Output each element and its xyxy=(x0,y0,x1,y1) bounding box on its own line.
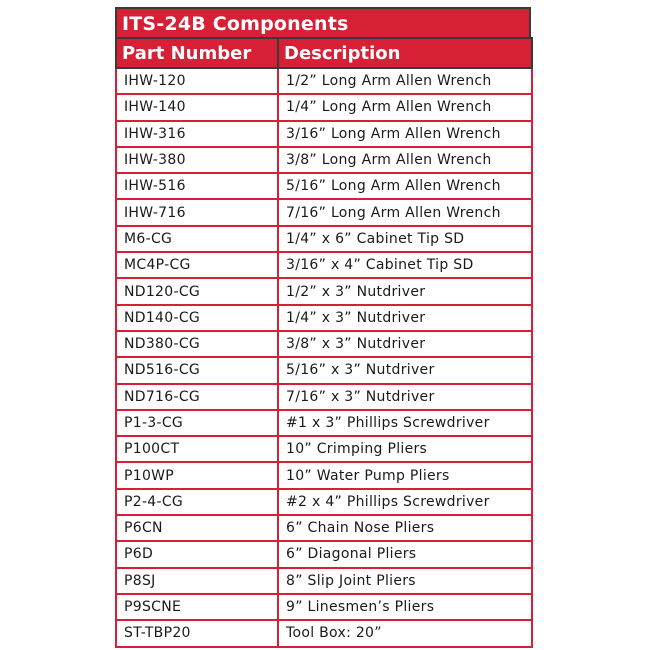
table-row xyxy=(116,331,532,357)
description-cell: 3/16” Long Arm Allen Wrench xyxy=(278,121,532,147)
part-number-cell: IHW-716 xyxy=(116,199,278,225)
part-number-cell: IHW-120 xyxy=(116,68,278,94)
description-cell: 5/16” x 3” Nutdriver xyxy=(278,357,532,383)
components-sheet xyxy=(115,7,531,648)
part-number-cell: P2-4-CG xyxy=(116,489,278,515)
table-row xyxy=(116,357,532,383)
description-cell: 1/4” Long Arm Allen Wrench xyxy=(278,94,532,120)
part-number-cell: ND120-CG xyxy=(116,278,278,304)
part-number-cell: P9SCNE xyxy=(116,594,278,620)
components-table xyxy=(115,37,533,648)
description-cell: 3/16” x 4” Cabinet Tip SD xyxy=(278,252,532,278)
table-row xyxy=(116,620,532,646)
table-row xyxy=(116,410,532,436)
part-number-cell: IHW-380 xyxy=(116,147,278,173)
table-row xyxy=(116,594,532,620)
part-number-cell: P6D xyxy=(116,541,278,567)
table-row xyxy=(116,436,532,462)
description-cell: 1/4” x 3” Nutdriver xyxy=(278,305,532,331)
column-header-part-number: Part Number xyxy=(116,38,278,68)
description-cell: 8” Slip Joint Pliers xyxy=(278,568,532,594)
table-row xyxy=(116,541,532,567)
table-row xyxy=(116,384,532,410)
description-cell: 7/16” x 3” Nutdriver xyxy=(278,384,532,410)
description-cell: Tool Box: 20” xyxy=(278,620,532,646)
description-cell: 3/8” x 3” Nutdriver xyxy=(278,331,532,357)
part-number-cell: ND380-CG xyxy=(116,331,278,357)
part-number-cell: ND140-CG xyxy=(116,305,278,331)
table-row xyxy=(116,68,532,94)
table-row xyxy=(116,252,532,278)
description-cell: #1 x 3” Phillips Screwdriver xyxy=(278,410,532,436)
table-row xyxy=(116,199,532,225)
part-number-cell: P1-3-CG xyxy=(116,410,278,436)
description-cell: 3/8” Long Arm Allen Wrench xyxy=(278,147,532,173)
table-row xyxy=(116,147,532,173)
part-number-cell: ND716-CG xyxy=(116,384,278,410)
description-cell: 5/16” Long Arm Allen Wrench xyxy=(278,173,532,199)
table-row xyxy=(116,462,532,488)
description-cell: #2 x 4” Phillips Screwdriver xyxy=(278,489,532,515)
part-number-cell: IHW-316 xyxy=(116,121,278,147)
table-row xyxy=(116,226,532,252)
part-number-cell: M6-CG xyxy=(116,226,278,252)
table-title: ITS-24B Components xyxy=(115,7,531,37)
description-cell: 10” Crimping Pliers xyxy=(278,436,532,462)
part-number-cell: P10WP xyxy=(116,462,278,488)
description-cell: 1/4” x 6” Cabinet Tip SD xyxy=(278,226,532,252)
part-number-cell: P6CN xyxy=(116,515,278,541)
header-row xyxy=(116,38,532,68)
table-row xyxy=(116,305,532,331)
description-cell: 10” Water Pump Pliers xyxy=(278,462,532,488)
part-number-cell: ND516-CG xyxy=(116,357,278,383)
description-cell: 1/2” x 3” Nutdriver xyxy=(278,278,532,304)
table-body xyxy=(116,68,532,647)
part-number-cell: IHW-140 xyxy=(116,94,278,120)
part-number-cell: ST-TBP20 xyxy=(116,620,278,646)
description-cell: 6” Diagonal Pliers xyxy=(278,541,532,567)
column-header-description: Description xyxy=(278,38,532,68)
part-number-cell: P8SJ xyxy=(116,568,278,594)
table-row xyxy=(116,121,532,147)
description-cell: 1/2” Long Arm Allen Wrench xyxy=(278,68,532,94)
table-row xyxy=(116,515,532,541)
description-cell: 7/16” Long Arm Allen Wrench xyxy=(278,199,532,225)
part-number-cell: MC4P-CG xyxy=(116,252,278,278)
table-row xyxy=(116,489,532,515)
table-row xyxy=(116,94,532,120)
description-cell: 9” Linesmen’s Pliers xyxy=(278,594,532,620)
table-row xyxy=(116,173,532,199)
part-number-cell: P100CT xyxy=(116,436,278,462)
table-row xyxy=(116,278,532,304)
description-cell: 6” Chain Nose Pliers xyxy=(278,515,532,541)
part-number-cell: IHW-516 xyxy=(116,173,278,199)
table-row xyxy=(116,568,532,594)
